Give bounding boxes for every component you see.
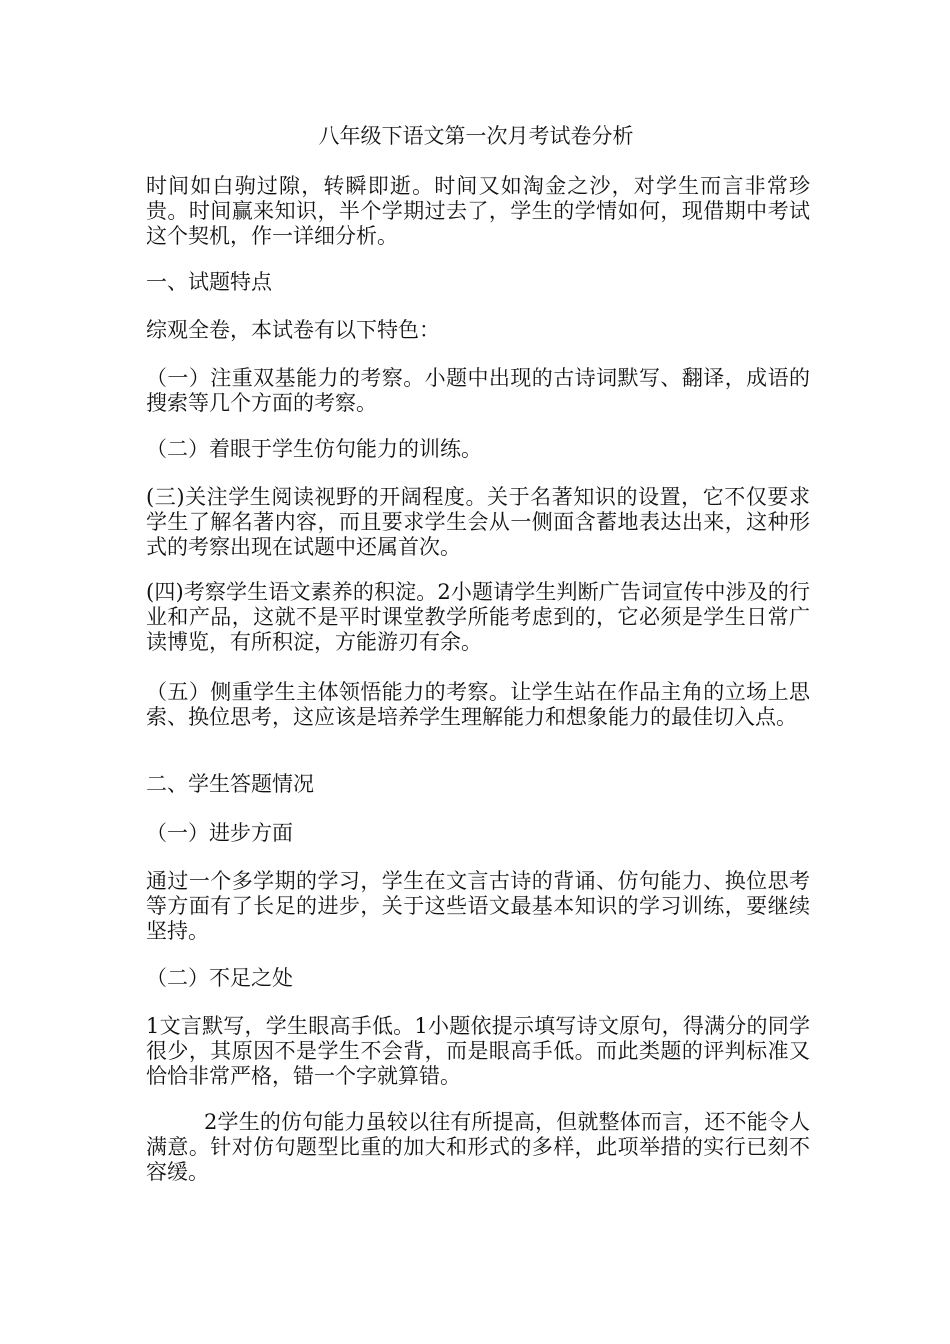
feature-point-5: （五）侧重学生主体领悟能力的考察。让学生站在作品主角的立场上思索、换位思考，这应该是培养学生理解能力和想象能力的最佳切入点。 — [146, 680, 810, 729]
section-heading-answers: 二、学生答题情况 — [146, 772, 314, 796]
document-title: 八年级下语文第一次月考试卷分析 — [318, 124, 634, 148]
feature-point-1: （一）注重双基能力的考察。小题中出现的古诗词默写、翻译，成语的搜索等几个方面的考察。 — [146, 366, 810, 415]
feature-point-4: (四)考察学生语文素养的积淀。2小题请学生判断广告词宣传中涉及的行业和产品，这就不是平时课堂教学所能考虑到的，它必须是学生日常广读博览，有所积淀，方能游刃有余。 — [146, 580, 810, 654]
shortcoming-item-1: 1文言默写，学生眼高手低。1小题依提示填写诗文原句，得满分的同学很少，其原因不是学生不会背，而是眼高手低。而此类题的评判标准又恰恰非常严格，错一个字就算错。 — [146, 1014, 810, 1088]
section-heading-features: 一、试题特点 — [146, 270, 272, 294]
feature-point-2: （二）着眼于学生仿句能力的训练。 — [146, 437, 482, 461]
features-overview: 综观全卷，本试卷有以下特色： — [146, 318, 440, 342]
shortcoming-item-2: 2学生的仿句能力虽较以往有所提高，但就整体而言，还不能令人满意。针对仿句题型比重的加大和形式的多样，此项举措的实行已刻不容缓。 — [146, 1110, 810, 1184]
shortcoming-heading: （二）不足之处 — [146, 966, 293, 990]
progress-paragraph: 通过一个多学期的学习，学生在文言古诗的背诵、仿句能力、换位思考等方面有了长足的进步，关于这些语文最基本知识的学习训练，要继续坚持。 — [146, 869, 810, 943]
feature-point-3: (三)关注学生阅读视野的开阔程度。关于名著知识的设置，它不仅要求学生了解名著内容，而且要求学生会从一侧面含蓄地表达出来，这种形式的考察出现在试题中还属首次。 — [146, 485, 810, 559]
progress-heading: （一）进步方面 — [146, 821, 293, 845]
intro-paragraph: 时间如白驹过隙，转瞬即逝。时间又如淘金之沙，对学生而言非常珍贵。时间赢来知识，半个学期过去了，学生的学情如何，现借期中考试这个契机，作一详细分析。 — [146, 174, 810, 248]
